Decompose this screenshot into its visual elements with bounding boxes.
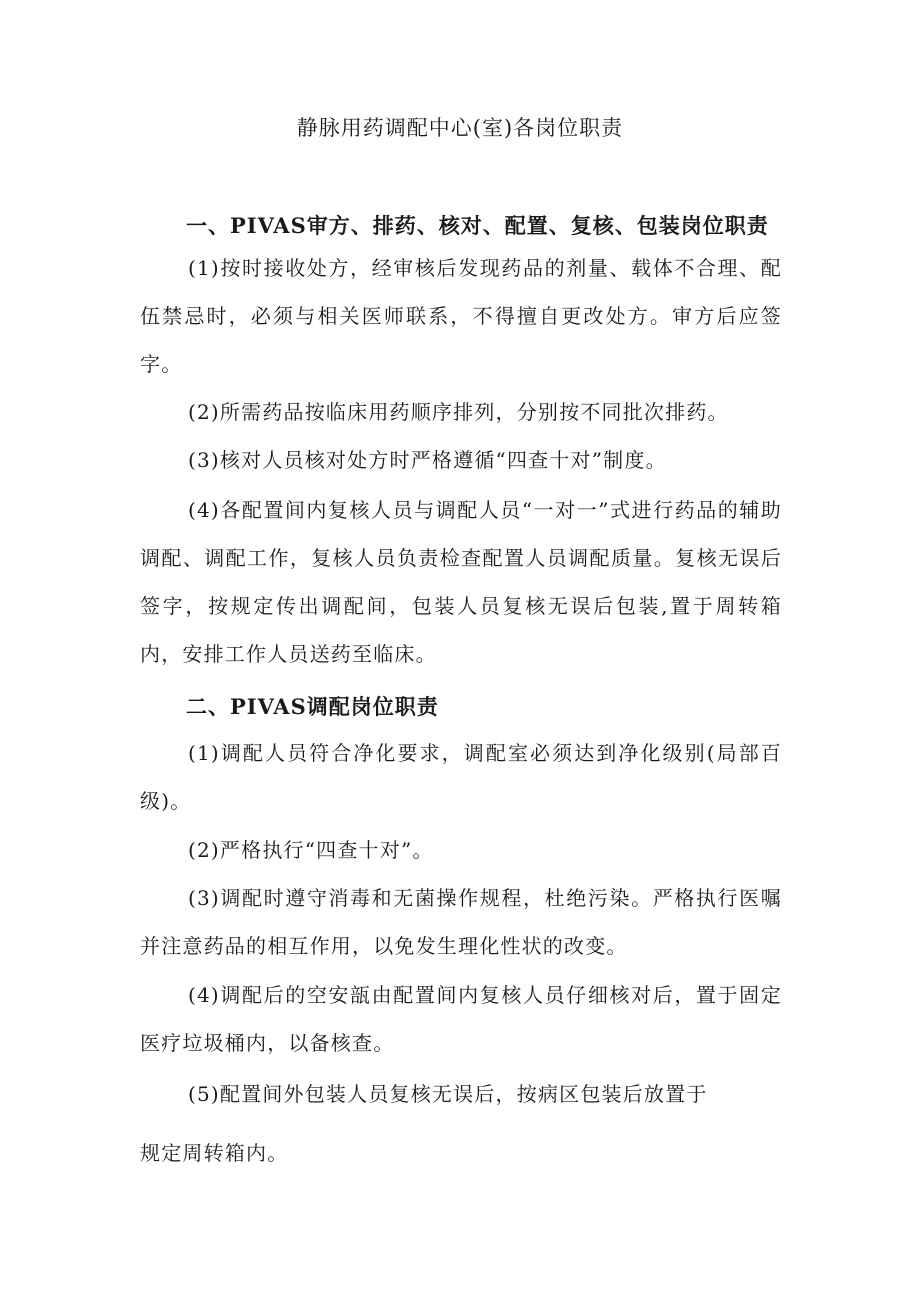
section-1-item-2: (2)所需药品按临床用药顺序排列，分别按不同批次排药。 — [188, 400, 729, 424]
section-1-item-3: (3)核对人员核对处方时严格遵循“四查十对”制度。 — [188, 448, 667, 472]
section-2-item-5: (5)配置间外包装人员复核无误后，按病区包装后放置于 — [188, 1082, 708, 1106]
section-2-item-1: (1)调配人员符合净化要求，调配室必须达到净化级别(局部百级)。 — [140, 741, 782, 813]
section-heading-1: 一、PIVAS审方、排药、核对、配置、复核、包装岗位职责 — [186, 213, 769, 238]
section-heading-2: 二、PIVAS调配岗位职责 — [186, 694, 439, 719]
section-1-item-4: (4)各配置间内复核人员与调配人员“一对一”式进行药品的辅助调配、调配工作，复核人员负责检查配置人员调配质量。复核无误后签字，按规定传出调配间，包装人员复核无误后包装,置于周转箱内，安排工作人员送药至临床。 — [140, 498, 782, 666]
section-1-item-1: (1)按时接收处方，经审核后发现药品的剂量、载体不合理、配伍禁忌时，必须与相关医师联系，不得擅自更改处方。审方后应签字。 — [140, 256, 782, 376]
section-2-trailing-line: 规定周转箱内。 — [140, 1141, 289, 1165]
section-2-item-2: (2)严格执行“四查十对”。 — [188, 838, 434, 862]
document-title: 静脉用药调配中心(室)各岗位职责 — [296, 116, 624, 140]
section-2-item-4: (4)调配后的空安瓿由配置间内复核人员仔细核对后，置于固定医疗垃圾桶内，以备核查。 — [140, 983, 782, 1055]
section-2-item-3: (3)调配时遵守消毒和无菌操作规程，杜绝污染。严格执行医嘱并注意药品的相互作用，以免发生理化性状的改变。 — [140, 886, 782, 958]
